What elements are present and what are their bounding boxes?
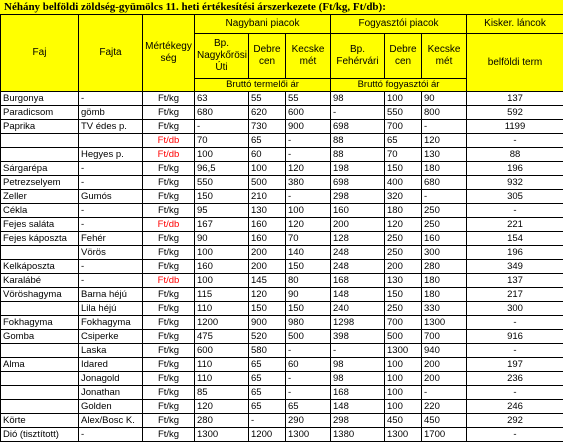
cell-value: 65 — [385, 134, 422, 148]
cell-value: 600 — [195, 344, 249, 358]
cell-value: - — [467, 428, 563, 442]
cell-value: 120 — [422, 134, 467, 148]
cell-value: 800 — [422, 106, 467, 120]
cell-unit: Ft/db — [143, 148, 195, 162]
cell-value: 700 — [385, 120, 422, 134]
cell-fajta: gömb — [79, 106, 143, 120]
cell-unit: Ft/db — [143, 218, 195, 232]
cell-value: 55 — [249, 92, 286, 106]
cell-faj: Fejes káposzta — [1, 232, 79, 246]
cell-value: 210 — [249, 190, 286, 204]
cell-value: 700 — [385, 316, 422, 330]
cell-value: 65 — [249, 400, 286, 414]
table-row — [1, 260, 563, 274]
cell-faj: Sárgarépa — [1, 162, 79, 176]
cell-value: 217 — [467, 288, 563, 302]
cell-value: 580 — [249, 344, 286, 358]
cell-value: 280 — [422, 260, 467, 274]
cell-value: 128 — [331, 232, 385, 246]
table-row — [1, 246, 563, 260]
cell-value: 400 — [385, 176, 422, 190]
cell-value: 100 — [286, 204, 331, 218]
cell-value: 98 — [331, 92, 385, 106]
cell-value: 196 — [467, 246, 563, 260]
cell-value: 180 — [385, 204, 422, 218]
cell-unit: Ft/kg — [143, 162, 195, 176]
cell-value: 120 — [195, 400, 249, 414]
cell-faj: Karalábé — [1, 274, 79, 288]
header-mertekegyseg: Mértékegy ség — [143, 15, 195, 92]
cell-value: - — [331, 106, 385, 120]
cell-faj — [1, 372, 79, 386]
cell-value: 70 — [195, 134, 249, 148]
cell-value: 221 — [467, 218, 563, 232]
cell-value: 110 — [195, 302, 249, 316]
table-row — [1, 218, 563, 232]
header-kisker: Kisker. láncok — [467, 15, 563, 34]
cell-value: 130 — [422, 148, 467, 162]
table-body — [1, 92, 563, 442]
cell-value: - — [286, 134, 331, 148]
cell-faj: Petrezselyem — [1, 176, 79, 190]
cell-value: 290 — [286, 414, 331, 428]
header-bp-nagykorosi: Bp. Nagykőrösi Úti — [195, 34, 249, 79]
cell-unit: Ft/kg — [143, 260, 195, 274]
cell-value: 200 — [385, 260, 422, 274]
table-row — [1, 134, 563, 148]
cell-value: 1199 — [467, 120, 563, 134]
cell-value: 349 — [467, 260, 563, 274]
cell-fajta: Vörös — [79, 246, 143, 260]
cell-value: 150 — [385, 162, 422, 176]
cell-unit: Ft/kg — [143, 344, 195, 358]
table-row — [1, 232, 563, 246]
cell-unit: Ft/kg — [143, 120, 195, 134]
cell-fajta: Barna héjú — [79, 288, 143, 302]
cell-fajta: Csiperke — [79, 330, 143, 344]
cell-fajta: Alex/Bosc K. — [79, 414, 143, 428]
table-row — [1, 176, 563, 190]
cell-faj — [1, 344, 79, 358]
header-kecskemet-2: Kecske mét — [422, 34, 467, 79]
cell-value: 100 — [385, 372, 422, 386]
cell-value: 200 — [249, 246, 286, 260]
table-row — [1, 204, 563, 218]
cell-value: 450 — [422, 414, 467, 428]
cell-value: - — [467, 204, 563, 218]
cell-value: 198 — [331, 162, 385, 176]
cell-faj: Burgonya — [1, 92, 79, 106]
cell-value: 246 — [467, 400, 563, 414]
cell-value: - — [286, 344, 331, 358]
cell-value: - — [422, 120, 467, 134]
cell-value: 1200 — [249, 428, 286, 442]
cell-value: 100 — [195, 246, 249, 260]
cell-fajta: Fehér — [79, 232, 143, 246]
cell-faj: Körte — [1, 414, 79, 428]
cell-value: 60 — [249, 148, 286, 162]
cell-faj: Cékla — [1, 204, 79, 218]
table-row — [1, 190, 563, 204]
cell-value: 900 — [249, 316, 286, 330]
cell-value: - — [422, 190, 467, 204]
cell-unit: Ft/kg — [143, 176, 195, 190]
cell-fajta: - — [79, 92, 143, 106]
table-row — [1, 386, 563, 400]
cell-value: 250 — [385, 232, 422, 246]
cell-value: 680 — [422, 176, 467, 190]
cell-value: - — [467, 344, 563, 358]
cell-fajta: - — [79, 218, 143, 232]
cell-value: 60 — [286, 358, 331, 372]
cell-value: 698 — [331, 176, 385, 190]
cell-value: 940 — [422, 344, 467, 358]
cell-value: 300 — [422, 246, 467, 260]
table-row — [1, 330, 563, 344]
cell-value: 160 — [195, 260, 249, 274]
cell-value: 398 — [331, 330, 385, 344]
cell-fajta: Jonathan — [79, 386, 143, 400]
cell-value: 730 — [249, 120, 286, 134]
cell-fajta: Fokhagyma — [79, 316, 143, 330]
cell-value: 932 — [467, 176, 563, 190]
cell-value: 65 — [249, 386, 286, 400]
cell-value: - — [286, 190, 331, 204]
cell-value: 380 — [286, 176, 331, 190]
header-faj: Faj — [1, 15, 79, 92]
cell-faj — [1, 246, 79, 260]
cell-value: 90 — [286, 288, 331, 302]
cell-value: 250 — [385, 302, 422, 316]
cell-fajta: - — [79, 162, 143, 176]
cell-value: 65 — [249, 358, 286, 372]
header-kecskemet-1: Kecske mét — [286, 34, 331, 79]
cell-fajta: - — [79, 176, 143, 190]
cell-value: 115 — [195, 288, 249, 302]
cell-value: 330 — [422, 302, 467, 316]
cell-value: 450 — [385, 414, 422, 428]
cell-value: 250 — [422, 218, 467, 232]
cell-value: 63 — [195, 92, 249, 106]
cell-unit: Ft/kg — [143, 246, 195, 260]
cell-value: 130 — [385, 274, 422, 288]
cell-value: 110 — [195, 372, 249, 386]
cell-value: 85 — [195, 386, 249, 400]
cell-value: 200 — [331, 218, 385, 232]
cell-value: 592 — [467, 106, 563, 120]
table-row — [1, 274, 563, 288]
cell-faj — [1, 148, 79, 162]
cell-value: - — [249, 414, 286, 428]
cell-value: 305 — [467, 190, 563, 204]
cell-value: 100 — [195, 148, 249, 162]
cell-value: 980 — [286, 316, 331, 330]
cell-unit: Ft/kg — [143, 400, 195, 414]
header-belfoldi: belföldi term — [467, 34, 563, 92]
cell-value: 168 — [331, 386, 385, 400]
cell-value: 500 — [286, 330, 331, 344]
cell-fajta: TV édes p. — [79, 120, 143, 134]
cell-value: 148 — [331, 400, 385, 414]
cell-faj: Gomba — [1, 330, 79, 344]
cell-value: 248 — [331, 260, 385, 274]
table-row — [1, 428, 563, 442]
cell-unit: Ft/kg — [143, 106, 195, 120]
cell-value: 1300 — [286, 428, 331, 442]
table-row — [1, 414, 563, 428]
cell-value: 120 — [385, 218, 422, 232]
cell-value: 100 — [385, 400, 422, 414]
cell-unit: Ft/kg — [143, 330, 195, 344]
cell-value: 1200 — [195, 316, 249, 330]
cell-faj: Kelkáposzta — [1, 260, 79, 274]
cell-value: 160 — [422, 232, 467, 246]
cell-value: 100 — [249, 162, 286, 176]
cell-value: 98 — [331, 372, 385, 386]
cell-value: 620 — [249, 106, 286, 120]
cell-value: 475 — [195, 330, 249, 344]
cell-faj: Fokhagyma — [1, 316, 79, 330]
cell-value: 160 — [249, 232, 286, 246]
table-row — [1, 316, 563, 330]
cell-value: 154 — [467, 232, 563, 246]
cell-value: 100 — [385, 358, 422, 372]
cell-faj — [1, 134, 79, 148]
header-brutto-fogyasztoi: Bruttó fogyasztói ár — [331, 79, 467, 92]
table-row — [1, 92, 563, 106]
cell-unit: Ft/kg — [143, 190, 195, 204]
cell-faj: Fejes saláta — [1, 218, 79, 232]
cell-value: 100 — [195, 274, 249, 288]
cell-value: 150 — [286, 260, 331, 274]
cell-value: 500 — [385, 330, 422, 344]
cell-fajta: Laska — [79, 344, 143, 358]
cell-unit: Ft/db — [143, 274, 195, 288]
cell-value: 55 — [286, 92, 331, 106]
cell-value: 1300 — [385, 344, 422, 358]
cell-value: 145 — [249, 274, 286, 288]
cell-value: - — [195, 120, 249, 134]
cell-value: 90 — [422, 92, 467, 106]
cell-value: 180 — [422, 162, 467, 176]
cell-value: 88 — [467, 148, 563, 162]
price-table — [0, 14, 563, 442]
cell-faj — [1, 302, 79, 316]
cell-value: 80 — [286, 274, 331, 288]
cell-value: 280 — [195, 414, 249, 428]
cell-value: 137 — [467, 274, 563, 288]
cell-value: 180 — [422, 274, 467, 288]
cell-fajta: - — [79, 428, 143, 442]
cell-value: 600 — [286, 106, 331, 120]
cell-value: 550 — [195, 176, 249, 190]
table-row — [1, 120, 563, 134]
cell-value: 100 — [385, 92, 422, 106]
header-brutto-termeloi: Bruttó termelői ár — [195, 79, 331, 92]
cell-value: 160 — [249, 218, 286, 232]
cell-fajta: - — [79, 260, 143, 274]
cell-fajta: Lila héjú — [79, 302, 143, 316]
cell-value: 200 — [249, 260, 286, 274]
cell-value: 150 — [249, 302, 286, 316]
cell-fajta — [79, 134, 143, 148]
cell-fajta: Golden — [79, 400, 143, 414]
cell-value: 65 — [249, 134, 286, 148]
cell-fajta: Idared — [79, 358, 143, 372]
cell-value: 900 — [286, 120, 331, 134]
cell-value: 168 — [331, 274, 385, 288]
cell-value: - — [467, 386, 563, 400]
cell-faj — [1, 386, 79, 400]
cell-unit: Ft/kg — [143, 372, 195, 386]
cell-fajta: - — [79, 204, 143, 218]
cell-value: 292 — [467, 414, 563, 428]
cell-value: - — [331, 344, 385, 358]
table-row — [1, 358, 563, 372]
cell-value: 1298 — [331, 316, 385, 330]
cell-unit: Ft/kg — [143, 204, 195, 218]
cell-unit: Ft/kg — [143, 288, 195, 302]
header-bp-fehervari: Bp. Fehérvári — [331, 34, 385, 79]
cell-value: - — [286, 386, 331, 400]
table-row — [1, 302, 563, 316]
header-debrecen-2: Debre cen — [385, 34, 422, 79]
table-row — [1, 372, 563, 386]
cell-value: 550 — [385, 106, 422, 120]
cell-value: 700 — [422, 330, 467, 344]
table-title: Néhány belföldi zöldség-gyümölcs 11. heti értékesítési árszerkezete (Ft/kg, Ft/db): — [0, 0, 563, 14]
cell-faj: Dió (tisztított) — [1, 428, 79, 442]
cell-value: 320 — [385, 190, 422, 204]
cell-value: 1700 — [422, 428, 467, 442]
cell-value: 95 — [195, 204, 249, 218]
cell-value: 96,5 — [195, 162, 249, 176]
cell-faj — [1, 400, 79, 414]
cell-value: 120 — [286, 218, 331, 232]
cell-value: 98 — [331, 358, 385, 372]
cell-faj: Paradicsom — [1, 106, 79, 120]
header-fogyasztoi: Fogyasztói piacok — [331, 15, 467, 34]
cell-faj: Vöröshagyma — [1, 288, 79, 302]
cell-value: 298 — [331, 414, 385, 428]
cell-value: 236 — [467, 372, 563, 386]
cell-value: 220 — [422, 400, 467, 414]
cell-value: 120 — [249, 288, 286, 302]
cell-unit: Ft/kg — [143, 428, 195, 442]
cell-value: 130 — [249, 204, 286, 218]
table-row — [1, 288, 563, 302]
header-debrecen-1: Debre cen — [249, 34, 286, 79]
cell-value: - — [286, 148, 331, 162]
cell-value: 196 — [467, 162, 563, 176]
cell-value: 500 — [249, 176, 286, 190]
cell-value: 298 — [331, 190, 385, 204]
table-row — [1, 400, 563, 414]
cell-value: 200 — [422, 358, 467, 372]
cell-value: 110 — [195, 358, 249, 372]
cell-faj: Paprika — [1, 120, 79, 134]
cell-unit: Ft/kg — [143, 232, 195, 246]
cell-value: 197 — [467, 358, 563, 372]
cell-value: 65 — [249, 372, 286, 386]
cell-value: 916 — [467, 330, 563, 344]
cell-fajta: - — [79, 274, 143, 288]
cell-unit: Ft/kg — [143, 302, 195, 316]
cell-value: 148 — [331, 288, 385, 302]
table-row — [1, 148, 563, 162]
cell-value: 90 — [195, 232, 249, 246]
cell-value: 70 — [286, 232, 331, 246]
cell-value: 120 — [286, 162, 331, 176]
table-row — [1, 106, 563, 120]
cell-fajta: Jonagold — [79, 372, 143, 386]
cell-unit: Ft/kg — [143, 414, 195, 428]
cell-value: 160 — [331, 204, 385, 218]
cell-faj: Alma — [1, 358, 79, 372]
cell-unit: Ft/kg — [143, 92, 195, 106]
cell-value: 70 — [385, 148, 422, 162]
cell-value: 167 — [195, 218, 249, 232]
cell-value: - — [467, 316, 563, 330]
cell-unit: Ft/kg — [143, 316, 195, 330]
cell-value: 200 — [422, 372, 467, 386]
cell-value: 180 — [422, 288, 467, 302]
cell-value: 520 — [249, 330, 286, 344]
cell-value: 1300 — [195, 428, 249, 442]
cell-value: 240 — [331, 302, 385, 316]
cell-value: 100 — [385, 386, 422, 400]
cell-value: 300 — [467, 302, 563, 316]
cell-value: - — [422, 386, 467, 400]
cell-faj: Zeller — [1, 190, 79, 204]
cell-value: 137 — [467, 92, 563, 106]
cell-value: 88 — [331, 134, 385, 148]
cell-value: 1300 — [385, 428, 422, 442]
cell-fajta: Hegyes p. — [79, 148, 143, 162]
table-row — [1, 344, 563, 358]
cell-unit: Ft/kg — [143, 358, 195, 372]
cell-value: 250 — [422, 204, 467, 218]
cell-value: - — [467, 134, 563, 148]
header-fajta: Fajta — [79, 15, 143, 92]
cell-value: 140 — [286, 246, 331, 260]
header-nagybani: Nagybani piacok — [195, 15, 331, 34]
table-row — [1, 162, 563, 176]
cell-unit: Ft/kg — [143, 386, 195, 400]
cell-value: 1380 — [331, 428, 385, 442]
cell-value: 250 — [385, 246, 422, 260]
cell-value: 248 — [331, 246, 385, 260]
cell-value: 65 — [286, 400, 331, 414]
cell-value: 698 — [331, 120, 385, 134]
cell-value: 150 — [385, 288, 422, 302]
cell-value: 88 — [331, 148, 385, 162]
cell-value: 1300 — [422, 316, 467, 330]
cell-value: - — [286, 372, 331, 386]
cell-value: 150 — [286, 302, 331, 316]
cell-value: 150 — [195, 190, 249, 204]
cell-unit: Ft/db — [143, 134, 195, 148]
cell-value: 680 — [195, 106, 249, 120]
cell-fajta: Gumós — [79, 190, 143, 204]
